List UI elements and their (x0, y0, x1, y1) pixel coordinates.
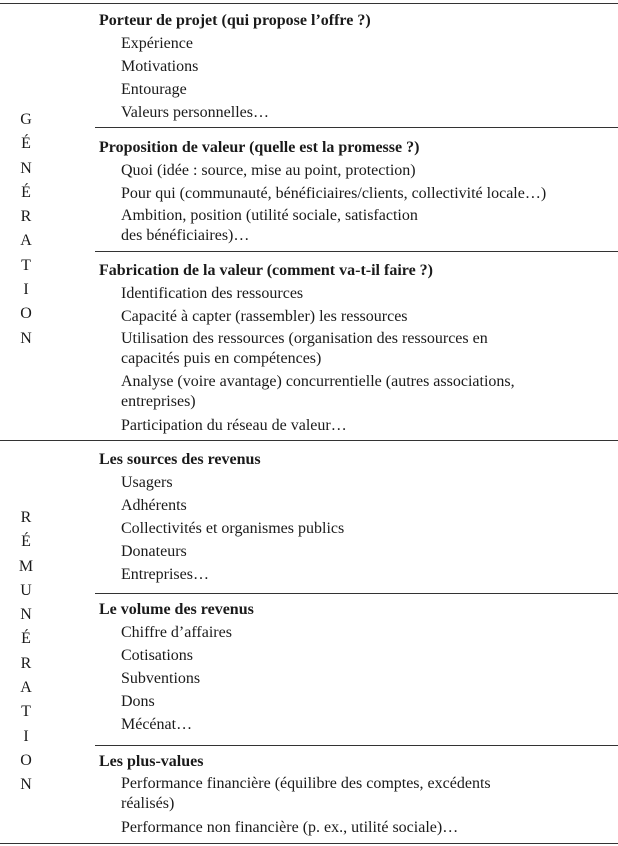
list-item: Participation du réseau de valeur… (121, 417, 347, 434)
section-proposition-de-valeur (99, 136, 612, 248)
list-item: Capacité à capter (rassembler) les ressources (121, 308, 408, 325)
list-item: Mécénat… (121, 716, 193, 733)
list-item: Usagers (121, 474, 173, 491)
list-item: Cotisations (121, 647, 194, 664)
list-item: Collectivités et organismes publics (121, 520, 345, 537)
section-divider (95, 745, 618, 746)
section-plus-values (99, 750, 612, 839)
list-item: Motivations (121, 58, 199, 75)
list-item: Donateurs (121, 543, 187, 560)
list-item: Chiffre d’affaires (121, 624, 232, 641)
section-title: Le volume des revenus (99, 601, 254, 618)
section-divider (95, 251, 618, 252)
list-item: Identification des ressources (121, 285, 304, 302)
band-divider (0, 440, 618, 441)
list-item: Subventions (121, 670, 201, 687)
list-item: Quoi (idée : source, mise au point, protection) (121, 162, 416, 179)
list-item: Performance non financière (p. ex., utilité sociale)… (121, 819, 459, 836)
section-divider (95, 127, 618, 128)
section-title: Porteur de projet (qui propose l’offre ?) (99, 12, 371, 29)
list-item: Adhérents (121, 497, 187, 514)
section-porteur-de-projet (99, 9, 612, 124)
section-divider (95, 593, 618, 594)
list-item: Analyse (voire avantage) concurrentielle (autres associations, entreprises) (121, 373, 515, 410)
list-item: Utilisation des ressources (organisation des ressources en capacités puis en compétences) (121, 330, 488, 367)
section-title: Les plus-values (99, 753, 204, 770)
list-item: Entourage (121, 81, 187, 98)
list-item: Valeurs personnelles… (121, 104, 269, 121)
list-item: Ambition, position (utilité sociale, satisfaction des bénéficiaires)… (121, 207, 418, 244)
bottom-rule (0, 843, 618, 844)
list-item: Entreprises… (121, 566, 209, 583)
list-item: Performance financière (équilibre des comptes, excédents réalisés) (121, 775, 491, 812)
list-item: Pour qui (communauté, bénéficiaires/clients, collectivité locale…) (121, 185, 547, 202)
section-title: Proposition de valeur (quelle est la promesse ?) (99, 139, 420, 156)
section-title: Les sources des revenus (99, 451, 261, 468)
top-rule (0, 3, 618, 4)
section-volume-des-revenus (99, 598, 612, 736)
band-label-generation: G É N É R A T I O N (20, 111, 32, 347)
section-fabrication-de-la-valeur (99, 259, 612, 437)
section-title: Fabrication de la valeur (comment va-t-il faire ?) (99, 262, 433, 279)
band-label-remuneration: R É M U N É R A T I O N (18, 509, 34, 794)
list-item: Dons (121, 693, 155, 710)
section-sources-des-revenus (99, 448, 612, 586)
list-item: Expérience (121, 35, 193, 52)
